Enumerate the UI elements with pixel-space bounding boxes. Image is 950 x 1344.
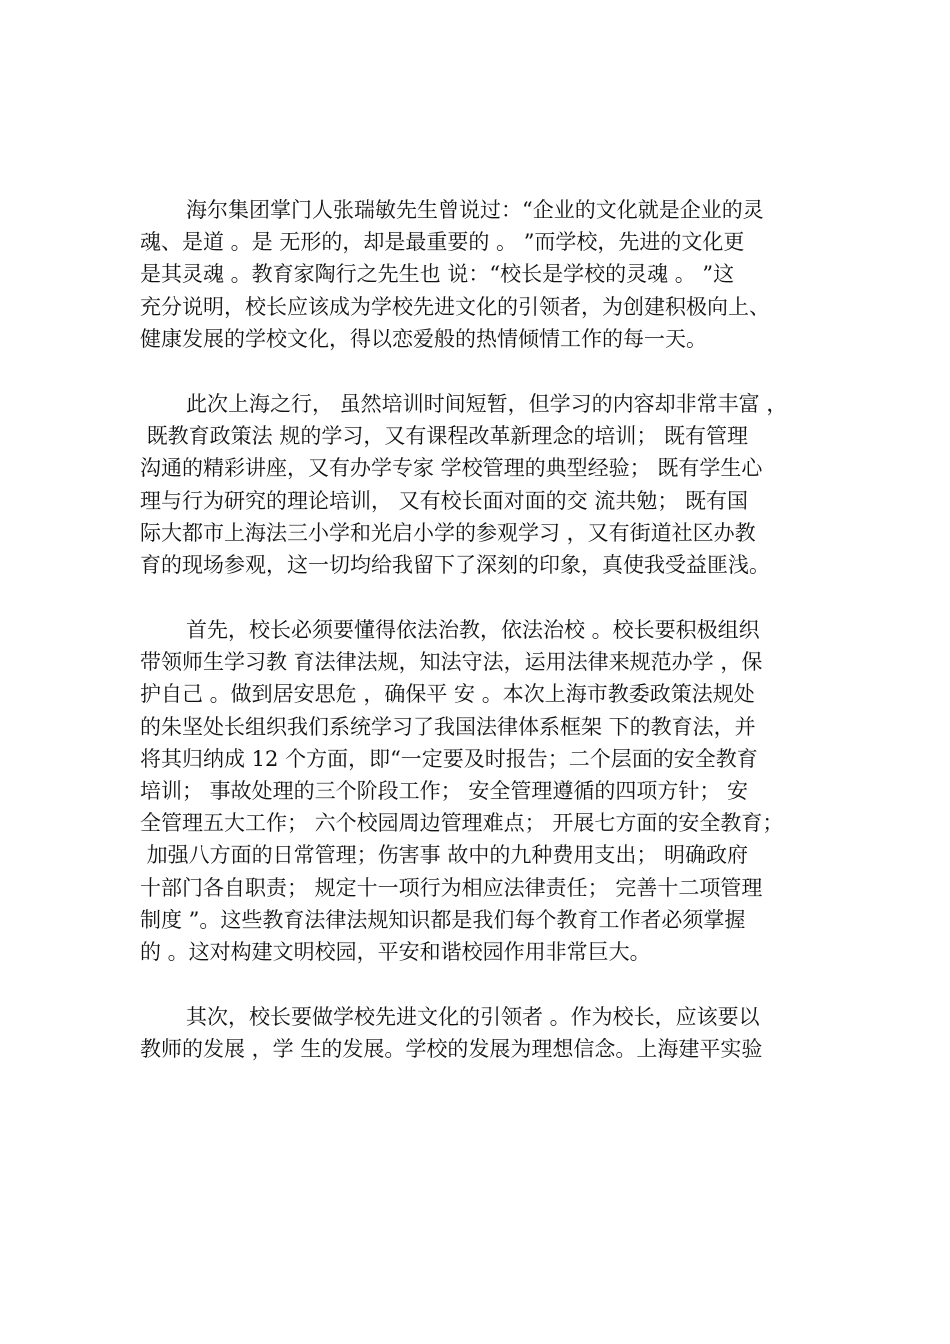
text-line: 的 。这对构建文明校园，平安和谐校园作用非常巨大。 <box>140 939 651 964</box>
text-line: 既教育政策法 规的学习，又有课程改革新理念的培训； 既有管理 <box>140 424 749 449</box>
text-line: 是其灵魂 。教育家陶行之先生也 说：“校长是学校的灵魂 。 ”这 <box>140 262 735 287</box>
text-line: 充分说明，校长应该成为学校先进文化的引领者，为创建积极向上、 <box>140 294 770 319</box>
document-body <box>140 194 830 1099</box>
text-line: 全管理五大工作； 六个校园周边管理难点； 开展七方面的安全教育； <box>140 811 784 836</box>
text-line: 制度 ”。这些教育法律法规知识都是我们每个教育工作者必须掌握 <box>140 907 746 932</box>
text-line: 培训； 事故处理的三个阶段工作； 安全管理遵循的四项方针； 安 <box>140 779 749 803</box>
text-line: 其次，校长要做学校先进文化的引领者 。作为校长，应该要以 <box>186 1005 760 1030</box>
paragraph <box>140 194 830 355</box>
text-line: 带领师生学习教 育法律法规，知法守法，运用法律来规范办学 ，保 <box>140 650 763 675</box>
text-line: 海尔集团掌门人张瑞敏先生曾说过：“企业的文化就是企业的灵 <box>186 198 764 222</box>
text-line: 加强八方面的日常管理；伤害事 故中的九种费用支出； 明确政府 <box>140 843 749 868</box>
paragraph <box>140 1001 830 1065</box>
paragraph <box>140 388 830 581</box>
text-line: 将其归纳成 12 个方面，即“一定要及时报告；二个层面的安全教育 <box>140 746 758 771</box>
text-line: 育的现场参观，这一切均给我留下了深刻的印象，真使我受益匪浅。 <box>140 552 770 577</box>
text-line: 教师的发展 ，学 生的发展。学校的发展为理想信念。上海建平实验 <box>140 1037 763 1062</box>
text-line: 的朱坚处长组织我们系统学习了我国法律体系框架 下的教育法，并 <box>140 714 756 739</box>
text-line: 理与行为研究的理论培训， 又有校长面对面的交 流共勉； 既有国 <box>140 488 749 513</box>
text-line: 护自己 。做到居安思危 ，确保平 安 。本次上海市教委政策法规处 <box>140 682 755 707</box>
text-line: 魂、是道 。是 无形的，却是最重要的 。 ”而学校，先进的文化更 <box>140 230 745 255</box>
text-line: 健康发展的学校文化，得以恋爱般的热情倾情工作的每一天。 <box>140 326 707 351</box>
text-line: 首先，校长必须要懂得依法治教，依法治校 。校长要积极组织 <box>186 618 760 643</box>
text-line: 沟通的精彩讲座，又有办学专家 学校管理的典型经验； 既有学生心 <box>140 456 763 481</box>
paragraph <box>140 614 830 968</box>
text-line: 十部门各自职责； 规定十一项行为相应法律责任； 完善十二项管理 <box>140 875 763 900</box>
text-line: 此次上海之行， 虽然培训时间短暂，但学习的内容却非常丰富 ， <box>186 391 788 416</box>
text-line: 际大都市上海法三小学和光启小学的参观学习 ，又有街道社区办教 <box>140 520 756 545</box>
